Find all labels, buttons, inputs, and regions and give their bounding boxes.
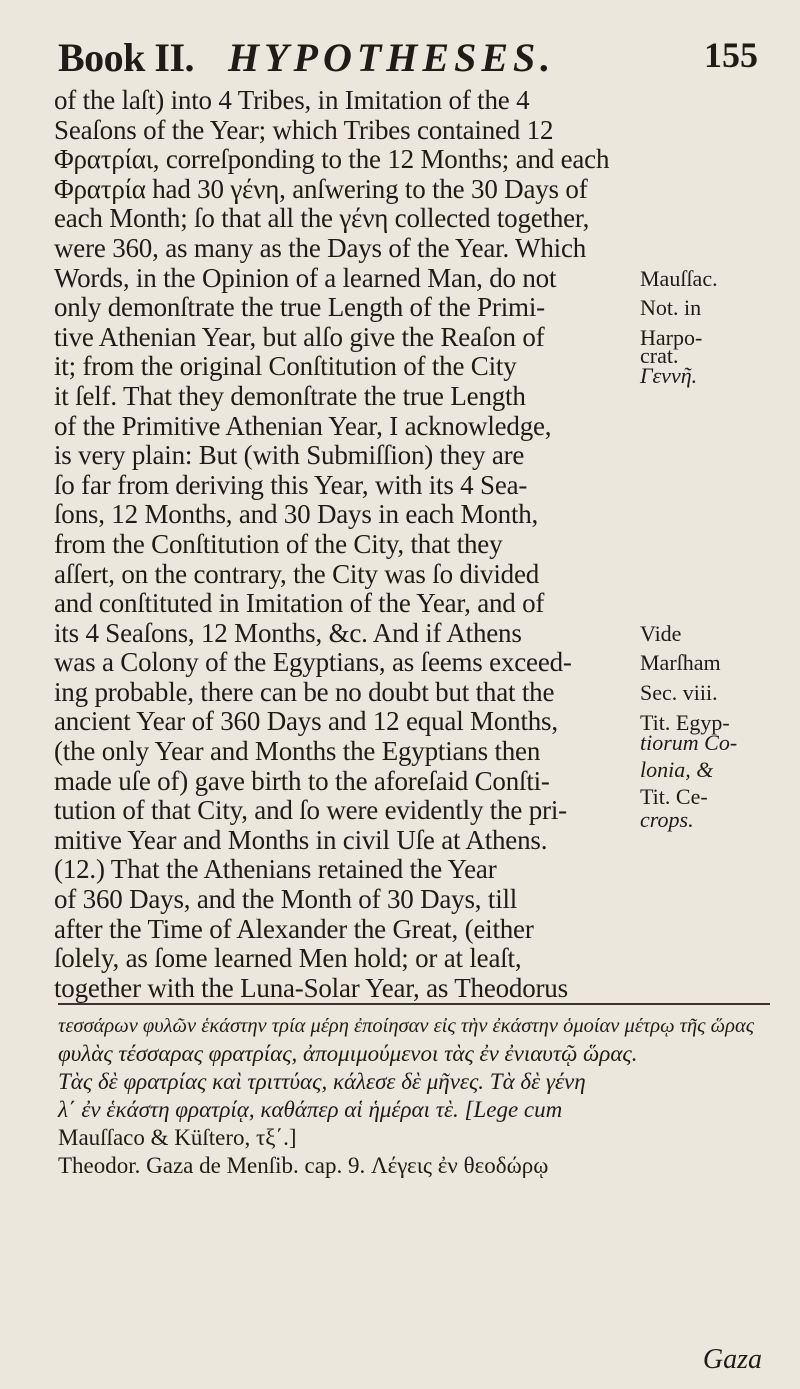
text-line: and conſtituted in Imitation of the Year, and of <box>54 588 545 619</box>
footnote-line: Τὰς δὲ φρατρίας καὶ τριττύας, κάλεσε δὲ μῆνες. Τὰ δὲ γένη <box>58 1069 586 1094</box>
margin-note: Vide <box>640 620 682 646</box>
text-line: ſons, 12 Months, and 30 Days in each Month, <box>54 499 539 530</box>
text-line: ing probable, there can be no doubt but that the <box>54 676 555 707</box>
text-line: ſolely, as ſome learned Men hold; or at leaſt, <box>54 943 522 974</box>
text-line: made uſe of) gave birth to the aforeſaid Conſti- <box>54 765 550 796</box>
text-line: Words, in the Opinion of a learned Man, do not <box>54 262 557 293</box>
catchword: Gaza <box>702 1344 762 1375</box>
text-line: from the Conſtitution of the City, that they <box>54 528 503 559</box>
text-line: Φρατρίαι, correſponding to the 12 Months; and each <box>54 144 610 175</box>
margin-note: crat. <box>640 342 679 368</box>
text-line: tution of that City, and ſo were evidently the pri- <box>54 795 567 826</box>
margin-note: Γεννῆ. <box>640 363 698 389</box>
margin-note: Not. in <box>640 295 702 321</box>
main-text <box>54 85 610 1003</box>
margin-note: Sec. viii. <box>640 680 718 705</box>
text-line: together with the Luna-Solar Year, as Theodorus <box>54 972 568 1003</box>
text-line: ancient Year of 360 Days and 12 equal Months, <box>54 706 558 737</box>
page-number: 155 <box>704 35 758 75</box>
margin-note: lonia, & <box>640 756 714 782</box>
footnote-block <box>58 1012 770 1180</box>
margin-note: crops. <box>640 807 694 833</box>
footnote-line: λ΄ ἐν ἑκάστη φρατρίᾳ, καθάπερ αἱ ἡμέραι τὲ. [Lege cum <box>58 1097 563 1122</box>
footnote-line: φυλὰς τέσσαρας φρατρίας, ἀπομιμούμενοι τὰς ἐν ἐνιαυτῷ ὥρας. <box>58 1041 638 1066</box>
text-line: is very plain: But (with Submiſſion) they are <box>54 440 525 471</box>
text-line: each Month; ſo that all the γένη collected together, <box>54 203 590 234</box>
text-line: mitive Year and Months in civil Uſe at Athens. <box>54 824 548 855</box>
text-line: its 4 Seaſons, 12 Months, &c. And if Athens <box>54 617 522 648</box>
running-title: HYPOTHESES. <box>228 35 556 80</box>
text-line: after the Time of Alexander the Great, (either <box>54 913 534 944</box>
footnote-line: Mauſſaco & Küſtero, τξ΄.] <box>58 1125 297 1150</box>
margin-note: Mauſſac. <box>640 265 718 291</box>
margin-note: Tit. Ce- <box>640 783 708 809</box>
text-line: Φρατρία had 30 γένη, anſwering to the 30 Days of <box>54 173 588 204</box>
footnote-divider <box>58 1003 770 1005</box>
margin-notes <box>640 0 800 1389</box>
text-line: aſſert, on the contrary, the City was ſo divided <box>54 558 540 589</box>
text-line: ſo far from deriving this Year, with its 4 Sea- <box>54 469 528 500</box>
footnote-line: τεσσάρων φυλῶν ἑκάστην τρία μέρη ἐποίησαν εἰς τὴν ἐκάστην ὁμοίαν μέτρῳ τῆς ὥρας <box>58 1015 755 1037</box>
text-line: were 360, as many as the Days of the Year. Which <box>54 232 587 263</box>
text-line: Seaſons of the Year; which Tribes contained 12 <box>54 114 554 145</box>
margin-note: tiorum Co- <box>640 730 738 756</box>
text-line: (12.) That the Athenians retained the Year <box>54 854 497 885</box>
footnote-line: Theodor. Gaza de Menſib. cap. 9. Λέγεις ἐν θεοδώρῳ <box>58 1153 549 1178</box>
text-line: of the laſt) into 4 Tribes, in Imitation of the 4 <box>54 85 530 115</box>
text-line: of 360 Days, and the Month of 30 Days, till <box>54 884 518 915</box>
text-line: tive Athenian Year, but alſo give the Reaſon of <box>54 321 545 352</box>
text-line: only demonſtrate the true Length of the Primi- <box>54 292 545 323</box>
text-line: it ſelf. That they demonſtrate the true Length <box>54 380 526 411</box>
book-label: Book II. <box>58 35 195 80</box>
text-line: was a Colony of the Egyptians, as ſeems exceed- <box>54 647 572 678</box>
margin-note: Tit. Egyp- <box>640 709 730 735</box>
margin-note: Harpo- <box>640 324 703 350</box>
text-line: it; from the original Conſtitution of the City <box>54 351 517 382</box>
text-line: of the Primitive Athenian Year, I acknowledge, <box>54 410 552 441</box>
text-line: (the only Year and Months the Egyptians then <box>54 736 541 767</box>
margin-note: Marſham <box>640 650 721 676</box>
